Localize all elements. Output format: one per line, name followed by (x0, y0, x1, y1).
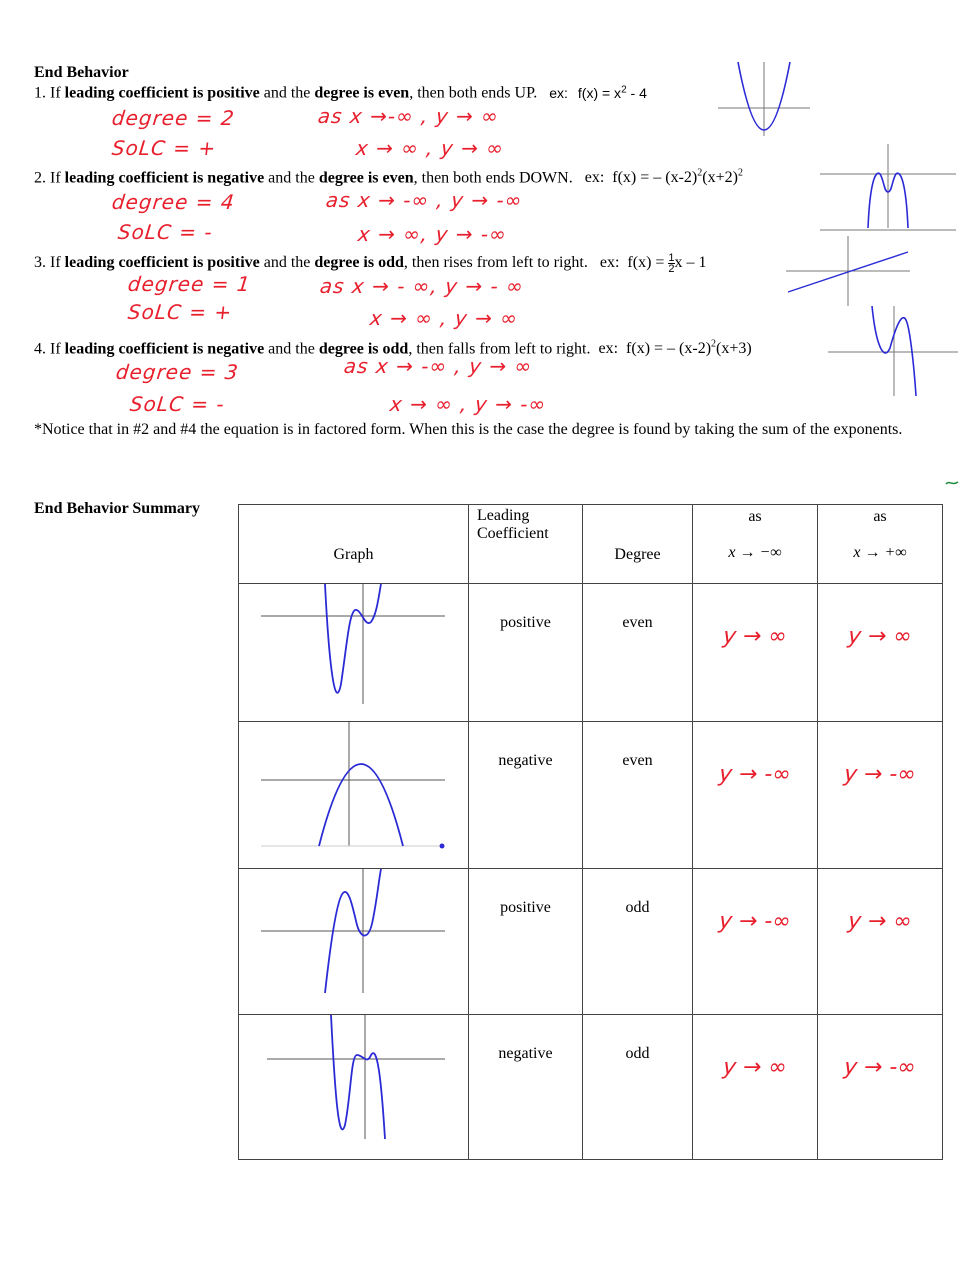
parabola-up-graph (718, 62, 810, 136)
leading-cell: negative (469, 722, 583, 869)
header-degree: Degree (583, 505, 693, 584)
rule-mid: and the (259, 84, 315, 102)
header-graph: Graph (239, 505, 469, 584)
rule-number: 2. (34, 169, 46, 187)
rule-post: , then rises from left to right. (403, 254, 588, 272)
handwritten-degree-4: degree = 3 (114, 360, 240, 384)
neg-inf-cell: y → ∞ (693, 1015, 818, 1160)
graph-cell (239, 1015, 469, 1160)
table-row (239, 584, 943, 722)
rule-bold-1: leading coefficient is negative (64, 169, 265, 187)
rule-post: , then falls from left to right. (408, 340, 591, 358)
example-label: ex: (599, 254, 620, 272)
rule-pre: If (50, 169, 65, 187)
rule-1 (34, 84, 647, 103)
rule-bold-2: degree is even (314, 84, 410, 102)
leading-cell: positive (469, 584, 583, 722)
handwritten-degree-2: degree = 4 (110, 190, 236, 214)
rule-2 (34, 168, 743, 187)
header-neg-inf: as x → −∞ (693, 505, 818, 584)
example-expression: $f(x) = x^2 - 4$ (577, 84, 647, 101)
handwritten-solc-2: SoLC = - (116, 220, 214, 244)
handwritten-left-1: as x →-∞ , y → ∞ (316, 104, 501, 128)
parabola-down-graph (239, 722, 468, 867)
green-scribble-icon (944, 478, 960, 488)
example-label: ex: (598, 340, 619, 358)
cubic-falling-graph (828, 306, 958, 396)
example-expression: f(x) = – $(x-2)^2(x+3)$ (626, 339, 752, 358)
example-expression: f(x) = $\frac{1}{2}$ x – 1 (627, 252, 707, 275)
header-leading: Leading Coefficient (469, 505, 583, 584)
degree-cell: odd (583, 869, 693, 1015)
rule-mid: and the (264, 340, 319, 358)
neg-inf-cell: y → -∞ (693, 722, 818, 869)
quartic-down-graph (820, 140, 956, 232)
table-header-row (239, 505, 943, 584)
rule-pre: If (50, 340, 65, 358)
handwritten-solc-3: SoLC = + (126, 300, 234, 324)
handwritten-right-2: x → ∞, y → -∞ (356, 222, 509, 246)
rule-bold-1: leading coefficient is positive (64, 254, 260, 272)
handwritten-left-3: as x → - ∞, y → - ∞ (318, 274, 526, 298)
handwritten-right-1: x → ∞ , y → ∞ (354, 136, 506, 160)
graph-cell (239, 584, 469, 722)
handwritten-solc-4: SoLC = - (128, 392, 226, 416)
rule-mid: and the (264, 169, 319, 187)
rule-pre: If (50, 254, 65, 272)
leading-cell: positive (469, 869, 583, 1015)
rule-bold-1: leading coefficient is positive (64, 84, 260, 102)
example-label: ex: (549, 84, 568, 101)
rule-number: 3. (34, 254, 46, 272)
rule-bold-1: leading coefficient is negative (64, 340, 265, 358)
rule-number: 1. (34, 84, 46, 102)
example-expression: f(x) = – $(x-2)^2(x+2)^2$ (612, 168, 743, 187)
rule-mid: and the (259, 254, 315, 272)
graph-cell (239, 722, 469, 869)
rule-pre: If (50, 84, 65, 102)
degree-cell: even (583, 584, 693, 722)
summary-title: End Behavior Summary (34, 500, 200, 517)
quartic-up-graph (239, 584, 468, 720)
pos-inf-cell: y → ∞ (818, 869, 943, 1015)
handwritten-right-4: x → ∞ , y → -∞ (388, 392, 548, 416)
page-title: End Behavior (34, 64, 129, 81)
graph-cell (239, 869, 469, 1015)
leading-cell: negative (469, 1015, 583, 1160)
neg-inf-cell: y → -∞ (693, 869, 818, 1015)
handwritten-right-3: x → ∞ , y → ∞ (368, 306, 520, 330)
rule-number: 4. (34, 340, 46, 358)
handwritten-left-4: as x → -∞ , y → ∞ (342, 354, 534, 378)
cubic-rising-graph (239, 869, 468, 1013)
handwritten-left-2: as x → -∞ , y → -∞ (324, 188, 524, 212)
header-pos-inf: as x → +∞ (818, 505, 943, 584)
degree-cell: odd (583, 1015, 693, 1160)
rule-post: , then both ends UP. (409, 84, 538, 102)
rule-bold-2: degree is odd (318, 340, 409, 358)
pos-inf-cell: y → -∞ (818, 1015, 943, 1160)
handwritten-degree-3: degree = 1 (126, 272, 252, 296)
table-row (239, 1015, 943, 1160)
table-row (239, 722, 943, 869)
line-rising-graph (786, 236, 910, 306)
example-label: ex: (584, 169, 605, 187)
rule-3 (34, 253, 707, 274)
rule-bold-2: degree is even (318, 169, 414, 187)
neg-inf-cell: y → ∞ (693, 584, 818, 722)
factored-form-note: *Notice that in #2 and #4 the equation is in factored form. When this is the case the degree is found by taking the sum of the exponents. (34, 421, 903, 438)
degree-cell: even (583, 722, 693, 869)
quintic-falling-graph (239, 1015, 468, 1158)
handwritten-solc-1: SoLC = + (110, 136, 218, 160)
pos-inf-cell: y → ∞ (818, 584, 943, 722)
end-behavior-summary-table (238, 504, 943, 1160)
handwritten-degree-1: degree = 2 (110, 106, 236, 130)
pos-inf-cell: y → -∞ (818, 722, 943, 869)
table-row (239, 869, 943, 1015)
rule-post: , then both ends DOWN. (413, 169, 573, 187)
rule-bold-2: degree is odd (314, 254, 404, 272)
